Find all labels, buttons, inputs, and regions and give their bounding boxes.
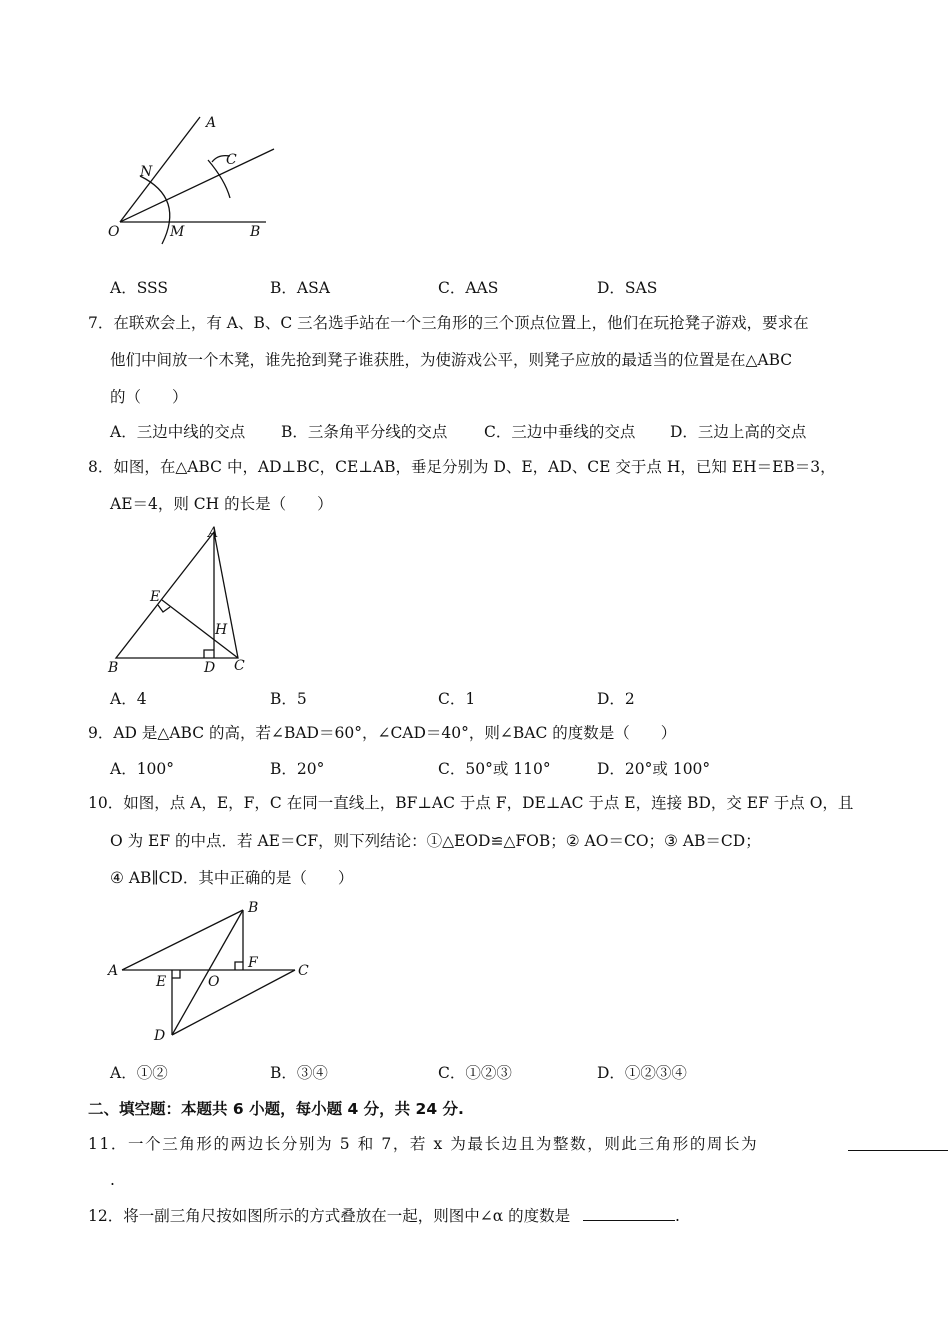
label-E: E (156, 974, 167, 990)
label-C: C (298, 963, 309, 979)
q11-answer-blank[interactable] (848, 1136, 948, 1151)
q9-option-a: A．100° (110, 760, 175, 778)
label-B: B (248, 900, 259, 916)
label-O: O (208, 974, 220, 990)
q9-line-1: 9．AD 是△ABC 的高，若∠BAD＝60°，∠CAD＝40°，则∠BAC 的度数是（ ） (88, 724, 677, 742)
label-H: H (215, 622, 228, 638)
q8-option-d: D．2 (597, 690, 635, 708)
q7-option-b: B．三条角平分线的交点 (281, 423, 448, 441)
q10-option-c: C．①②③ (438, 1064, 512, 1082)
q12-period: . (675, 1207, 680, 1225)
label-N: N (140, 164, 153, 180)
q10-line-3: ④ AB∥CD．其中正确的是（ ） (110, 869, 354, 887)
q8-option-a: A．4 (110, 690, 147, 708)
q7-line-3: 的（ ） (110, 388, 188, 406)
q8-option-c: C．1 (438, 690, 476, 708)
q11-line-1: 11．一个三角形的两边长分别为 5 和 7，若 x 为最长边且为整数，则此三角形的周长为 (88, 1135, 759, 1153)
label-A: A (208, 525, 219, 541)
q10-option-a: A．①② (110, 1064, 168, 1082)
q10-line-2: O 为 EF 的中点．若 AE＝CF，则下列结论：①△EOD≌△FOB；② AO＝CO；③ AB＝CD； (110, 832, 761, 850)
angle-bisector-figure (100, 110, 290, 245)
q6-option-a: A．SSS (110, 279, 169, 297)
label-D: D (204, 660, 216, 676)
q12-answer-blank[interactable] (583, 1206, 675, 1221)
label-F: F (248, 955, 258, 971)
q10-option-d: D．①②③④ (597, 1064, 687, 1082)
q6-option-b: B．ASA (270, 279, 330, 297)
q9-option-d: D．20°或 100° (597, 760, 711, 778)
label-O: O (108, 224, 120, 240)
q8-option-b: B．5 (270, 690, 307, 708)
label-C: C (226, 152, 237, 168)
label-A: A (206, 115, 217, 131)
q8-line-1: 8．如图，在△ABC 中，AD⊥BC，CE⊥AB，垂足分别为 D、E，AD、CE 交于点 H，已知 EH＝EB＝3， (88, 458, 836, 476)
q9-option-c: C．50°或 110° (438, 760, 551, 778)
label-A: A (108, 963, 119, 979)
q10-line-1: 10．如图，点 A，E，F，C 在同一直线上，BF⊥AC 于点 F，DE⊥AC 于点 E，连接 BD，交 EF 于点 O，且 (88, 794, 854, 812)
triangle-altitudes-figure (100, 522, 260, 682)
q8-line-2: AE＝4，则 CH 的长是（ ） (110, 495, 333, 513)
q11-line-2: . (110, 1171, 115, 1189)
q7-line-2: 他们中间放一个木凳，谁先抢到凳子谁获胜，为使游戏公平，则凳子应放的最适当的位置是在△ABC (110, 351, 793, 369)
q12-text: 12．将一副三角尺按如图所示的方式叠放在一起，则图中∠α 的度数是 (88, 1207, 571, 1225)
label-B: B (250, 224, 261, 240)
q12-line (88, 1206, 680, 1226)
parallel-lines-figure (100, 895, 330, 1050)
label-E: E (150, 589, 161, 605)
q9-option-b: B．20° (270, 760, 325, 778)
label-M: M (170, 224, 185, 240)
label-D: D (154, 1028, 166, 1044)
q6-option-d: D．SAS (597, 279, 658, 297)
section-fill-in-title: 二、填空题：本题共 6 小题，每小题 4 分，共 24 分. (88, 1100, 464, 1118)
q7-line-1: 7．在联欢会上，有 A、B、C 三名选手站在一个三角形的三个顶点位置上，他们在玩抢凳子游戏，要求在 (88, 314, 809, 332)
q7-option-d: D．三边上高的交点 (670, 423, 807, 441)
q7-option-c: C．三边中垂线的交点 (484, 423, 636, 441)
q7-option-a: A．三边中线的交点 (110, 423, 246, 441)
label-B: B (108, 660, 119, 676)
q6-option-c: C．AAS (438, 279, 499, 297)
label-C: C (234, 658, 245, 674)
q10-option-b: B．③④ (270, 1064, 328, 1082)
